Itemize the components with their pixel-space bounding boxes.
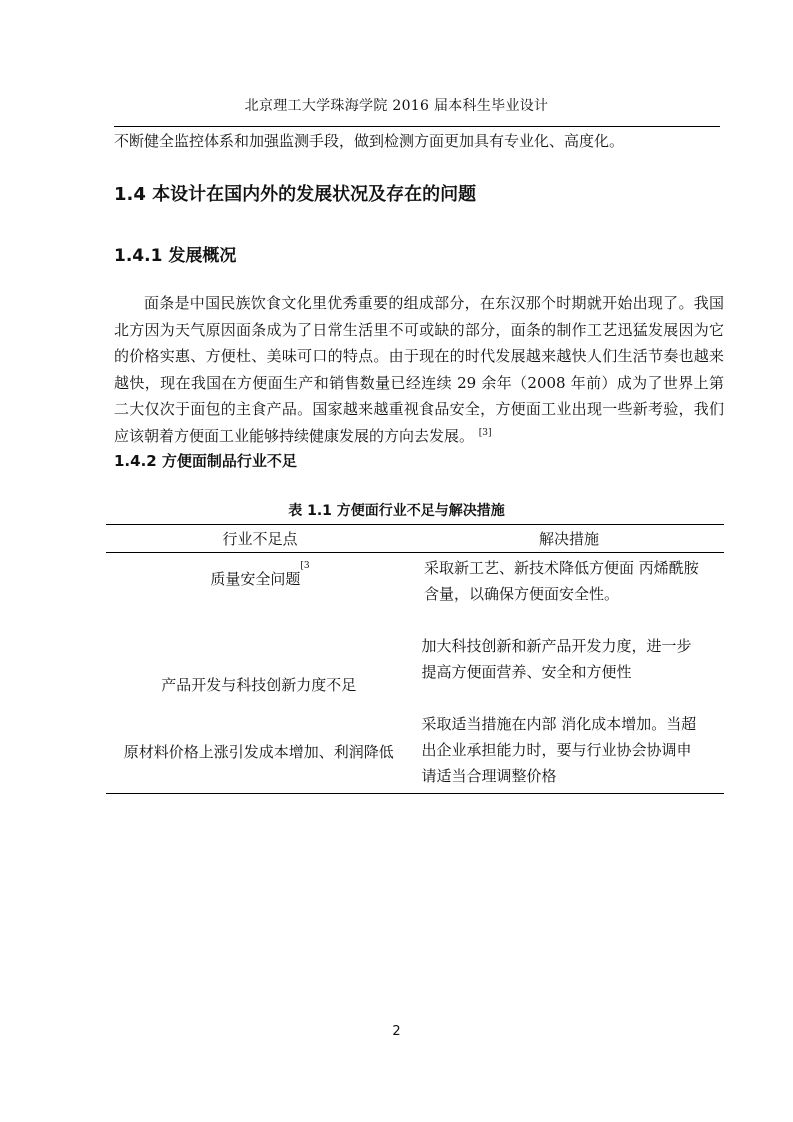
- continuation-paragraph: 不断健全监控体系和加强监测手段，做到检测方面更加具有专业化、高度化。: [114, 132, 625, 150]
- page-number: 2: [392, 1024, 401, 1039]
- body-paragraph: [114, 290, 724, 449]
- table-row: [106, 633, 724, 711]
- problem-text: 产品开发与科技创新力度不足: [161, 676, 357, 694]
- section-heading-1-4-1: 1.4.1 发展概况: [114, 246, 237, 266]
- section-heading-1-4-2: 1.4.2 方便面制品行业不足: [114, 452, 297, 470]
- solution-line: 采取新工艺、新技术降低方便面 丙烯酰胺: [424, 559, 699, 577]
- body-paragraph-text: 面条是中国民族饮食文化里优秀重要的组成部分，在东汉那个时期就开始出现了。我国北方因为天气原因面条成为了日常生活里不可或缺的部分，面条的制作工艺迅猛发展因为它的价格实惠、方便杜、美味可口的特点。由于现在的时代发展越来越快人们生活节奏也越来越快，现在我国在方便面生产和销售数量已经连续 29 余年（2008 年前）成为了世界上第二大仅次于面包的主食产品。国家越来越重视食品安全，方便面工业出现一些新考验，我们应该朝着方便面工业能够持续健康发展的方向去发展。: [114, 294, 724, 445]
- table-caption: 表 1.1 方便面行业不足与解决措施: [288, 503, 505, 519]
- data-table: [106, 524, 724, 794]
- solution-line: 提高方便面营养、安全和方便性: [421, 663, 632, 681]
- solution-line: 请适当合理调整价格: [421, 767, 557, 785]
- citation-marker: [3]: [478, 427, 492, 438]
- table-cell-problem: [106, 711, 411, 793]
- table-header-cell: 解决措施: [538, 530, 599, 548]
- solution-line: 采取适当措施在内部 消化成本增加。当超: [421, 715, 697, 733]
- table-cell-solution: [411, 633, 724, 711]
- solution-line: 出企业承担能力时，要与行业协会协调申: [421, 741, 692, 759]
- page-header-title: 北京理工大学珠海学院 2016 届本科生毕业设计: [244, 98, 549, 114]
- problem-text: 原材料价格上涨引发成本增加、利润降低: [123, 743, 394, 761]
- header-divider: [114, 126, 720, 127]
- table-row: [106, 553, 724, 633]
- table-cell-solution: [411, 711, 724, 793]
- section-heading-1-4: 1.4 本设计在国内外的发展状况及存在的问题: [114, 184, 477, 205]
- problem-text: 质量安全问题: [210, 570, 301, 588]
- solution-line: 含量，以确保方便面安全性。: [424, 585, 620, 603]
- table-cell-problem: [106, 633, 411, 711]
- table-cell-problem: 质量安全问题 [3: [106, 553, 414, 633]
- table-cell-solution: [414, 553, 719, 633]
- table-header-row: [106, 525, 724, 553]
- table-row: [106, 711, 724, 793]
- table-header-cell: 行业不足点: [222, 530, 298, 548]
- solution-line: 加大科技创新和新产品开发力度，进一步: [421, 637, 692, 655]
